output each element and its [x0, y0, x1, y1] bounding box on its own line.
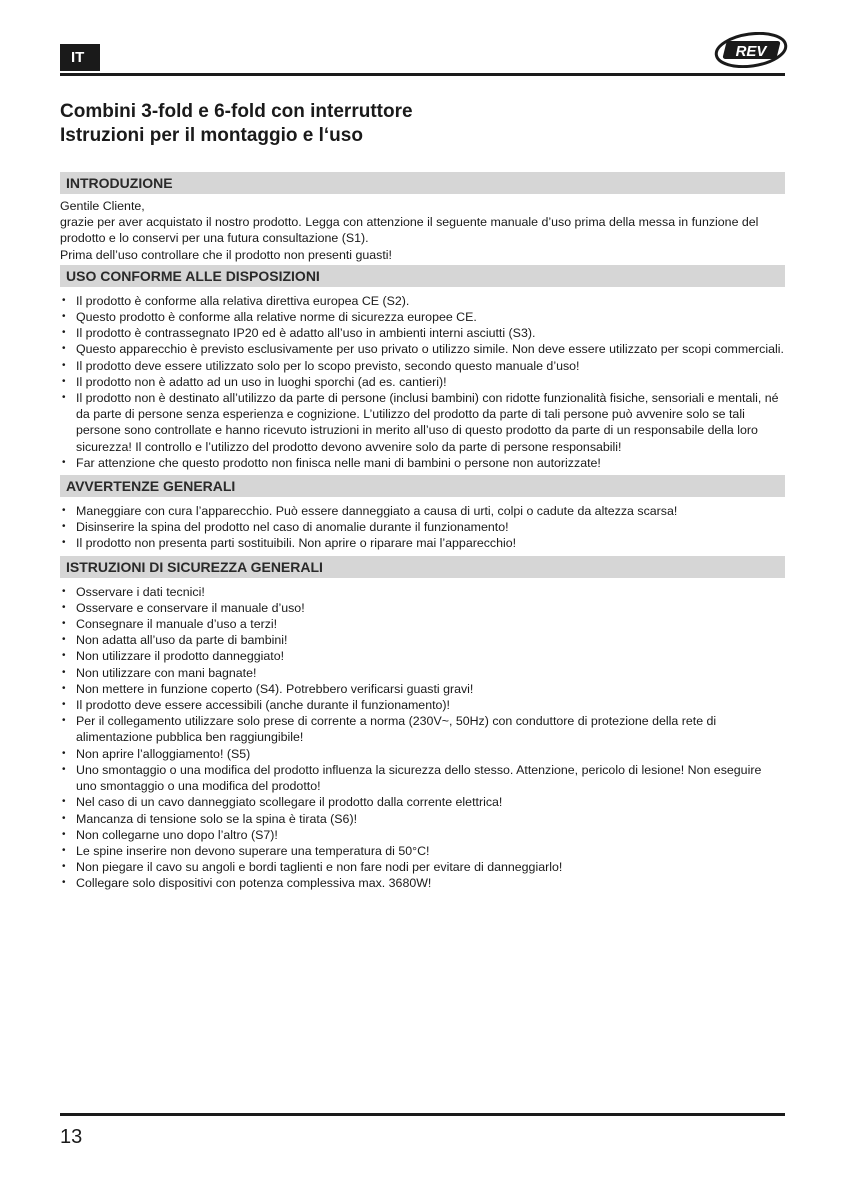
- section-heading-intended-use: USO CONFORME ALLE DISPOSIZIONI: [60, 265, 785, 287]
- list-item: • Disinserire la spina del prodotto nel caso di anomalie durante il funzionamento!: [60, 519, 785, 535]
- list-item: • Questo apparecchio è previsto esclusivamente per uso privato o utilizzo simile. Non deve essere utilizzato per scopi commerciali.: [60, 341, 785, 357]
- list-item: • Consegnare il manuale d’uso a terzi!: [60, 616, 785, 632]
- list-item: • Non adatta all’uso da parte di bambini!: [60, 632, 785, 648]
- list-item: • Il prodotto non presenta parti sostituibili. Non aprire o riparare mai l’apparecchio!: [60, 535, 785, 551]
- language-tab: [60, 44, 100, 71]
- list-item: • Non utilizzare con mani bagnate!: [60, 665, 785, 681]
- safety-list: [60, 584, 785, 892]
- list-item: • Collegare solo dispositivi con potenza complessiva max. 3680W!: [60, 875, 785, 891]
- title-line-2: Istruzioni per il montaggio e l‘uso: [60, 125, 363, 146]
- list-item: • Le spine inserire non devono superare una temperatura di 50°C!: [60, 843, 785, 859]
- svg-text:REV: REV: [735, 43, 767, 60]
- list-item: • Non aprire l’alloggiamento! (S5): [60, 746, 785, 762]
- list-item: • Mancanza di tensione solo se la spina è tirata (S6)!: [60, 811, 785, 827]
- list-item: • Far attenzione che questo prodotto non finisca nelle mani di bambini o persone non autorizzate!: [60, 455, 785, 471]
- intended-use-list: [60, 293, 785, 471]
- list-item: • Osservare i dati tecnici!: [60, 584, 785, 600]
- list-item: • Il prodotto non è destinato all’utilizzo da parte di persone (inclusi bambini) con ridotte funzionalità fisiche, sensoriali e mentali, né da parte di persone senza esperienza e cognizione. L’utilizzo del prodotto da parte di tali persone può avvenire solo se tali persone sono controllate e hanno ricevuto istruzioni in merito all’uso di questo prodotto da parte di un responsabile della loro sicurezza! Il controllo e l’utilizzo del prodotto devono avvenire solo da parte di persone responsabili!: [60, 390, 785, 455]
- intro-paragraph: Gentile Cliente,: [60, 199, 145, 213]
- document-body: [60, 172, 785, 896]
- page-title: [60, 100, 785, 148]
- list-item: • Il prodotto è contrassegnato IP20 ed è adatto all’uso in ambienti interni asciutti (S3).: [60, 325, 785, 341]
- list-item: • Il prodotto deve essere accessibili (anche durante il funzionamento)!: [60, 697, 785, 713]
- list-item: • Non utilizzare il prodotto danneggiato!: [60, 648, 785, 664]
- list-item: • Il prodotto deve essere utilizzato solo per lo scopo previsto, secondo questo manuale d’uso!: [60, 358, 785, 374]
- section-heading-safety: ISTRUZIONI DI SICUREZZA GENERALI: [60, 556, 785, 578]
- list-item: • Non mettere in funzione coperto (S4). Potrebbero verificarsi guasti gravi!: [60, 681, 785, 697]
- list-item: • Non collegarne uno dopo l’altro (S7)!: [60, 827, 785, 843]
- language-tab-label: IT: [71, 49, 85, 66]
- section-heading-general-warnings: AVVERTENZE GENERALI: [60, 475, 785, 497]
- list-item: • Nel caso di un cavo danneggiato scollegare il prodotto dalla corrente elettrica!: [60, 794, 785, 810]
- footer-rule: [60, 1113, 785, 1116]
- intro-paragraph: grazie per aver acquistato il nostro prodotto. Legga con attenzione il seguente manuale d’uso prima della messa in funzione del prodotto e lo conservi per una futura consultazione (S1).: [60, 215, 759, 246]
- intro-paragraph: Prima dell’uso controllare che il prodotto non presenti guasti!: [60, 247, 392, 262]
- rev-logo: [714, 32, 788, 68]
- general-warnings-list: [60, 503, 785, 552]
- list-item: • Uno smontaggio o una modifica del prodotto influenza la sicurezza dello stesso. Attenzione, pericolo di lesione! Non eseguire uno smontaggio o una modifica del prodotto!: [60, 762, 785, 794]
- title-line-1: Combini 3-fold e 6-fold con interruttore: [60, 101, 413, 122]
- list-item: • Il prodotto è conforme alla relativa direttiva europea CE (S2).: [60, 293, 785, 309]
- list-item: • Non piegare il cavo su angoli e bordi taglienti e non fare nodi per evitare di danneggiarlo!: [60, 859, 785, 875]
- section-heading-intro: INTRODUZIONE: [60, 172, 785, 194]
- page-number: 13: [60, 1126, 83, 1148]
- list-item: • Osservare e conservare il manuale d’uso!: [60, 600, 785, 616]
- header-rule: [60, 73, 785, 76]
- list-item: • Il prodotto non è adatto ad un uso in luoghi sporchi (ad es. cantieri)!: [60, 374, 785, 390]
- list-item: • Per il collegamento utilizzare solo prese di corrente a norma (230V~, 50Hz) con conduttore di protezione della rete di alimentazione pubblica ben raggiungibile!: [60, 713, 785, 745]
- list-item: • Maneggiare con cura l’apparecchio. Può essere danneggiato a causa di urti, colpi o cadute da altezza scarsa!: [60, 503, 785, 519]
- list-item: • Questo prodotto è conforme alla relative norme di sicurezza europee CE.: [60, 309, 785, 325]
- intro-text: [60, 198, 785, 263]
